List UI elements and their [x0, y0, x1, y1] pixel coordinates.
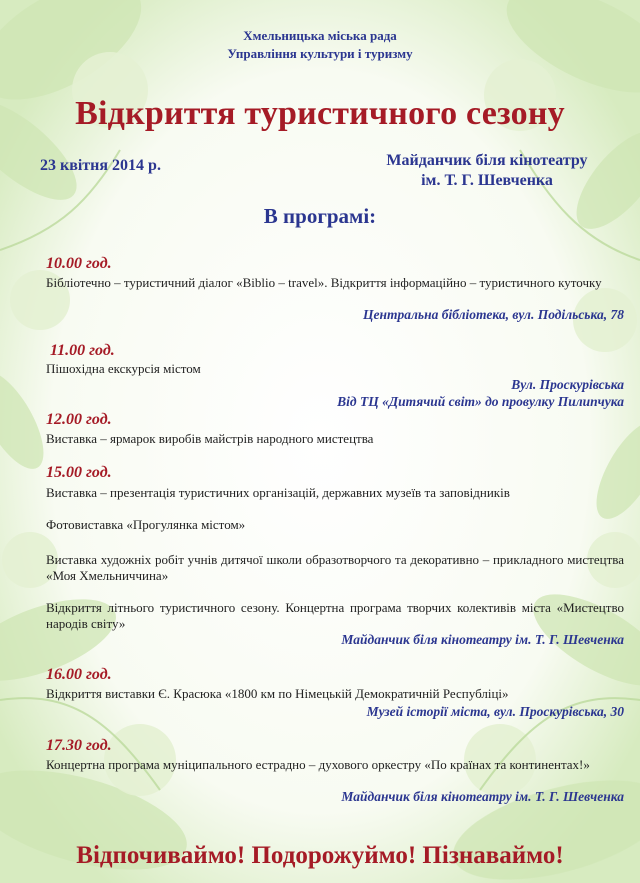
program-heading: В програмі: [263, 204, 377, 228]
main-venue [352, 151, 622, 191]
event-description: Відкриття виставки Є. Красюка «1800 км по Німецькій Демократичній Республіці» [46, 686, 509, 701]
venue-line-2: ім. Т. Г. Шевченка [421, 172, 553, 189]
event-time: 15.00 год. [46, 464, 112, 481]
event-description: Бібліотечно – туристичний діалог «Biblio – travel». Відкриття інформаційно – туристичного куточку [46, 275, 602, 290]
event-date: 23 квітня 2014 р. [40, 157, 161, 174]
event-time: 17.30 год. [46, 737, 112, 754]
event-location: Від ТЦ «Дитячий світ» до провулку Пилипчука [337, 394, 624, 409]
event-description: Виставка художніх робіт учнів дитячої школи образотворчого та декоративно – прикладного мистецтва «Моя Хмельниччина» [46, 552, 624, 583]
event-location: Музей історії міста, вул. Проскурівська, 30 [366, 704, 624, 719]
poster-title: Відкриття туристичного сезону [75, 95, 565, 132]
venue-line-1: Майданчик біля кінотеатру [386, 152, 588, 169]
department-name: Управління культури і туризму [227, 46, 413, 61]
event-location: Центральна бібліотека, вул. Подільська, 78 [363, 307, 624, 322]
event-description: Виставка – презентація туристичних організацій, державних музеїв та заповідників [46, 485, 510, 500]
event-time: 11.00 год. [50, 342, 115, 359]
event-description: Відкриття літнього туристичного сезону. Концертна програма творчих колективів міста «Мистецтво народів світу» [46, 600, 624, 631]
event-location: Майданчик біля кінотеатру ім. Т. Г. Шевченка [341, 789, 624, 804]
event-description: Виставка – ярмарок виробів майстрів народного мистецтва [46, 431, 374, 446]
slogan: Відпочиваймо! Подорожуймо! Пізнаваймо! [76, 842, 564, 869]
event-time: 10.00 год. [46, 255, 112, 272]
event-time: 12.00 год. [46, 411, 112, 428]
event-description: Фотовиставка «Прогулянка містом» [46, 517, 246, 532]
council-name: Хмельницька міська рада [243, 28, 397, 43]
event-description: Концертна програма муніципального естрадно – духового оркестру «По країнах та континентах!» [46, 757, 590, 772]
event-location: Вул. Проскурівська [511, 377, 624, 392]
event-location: Майданчик біля кінотеатру ім. Т. Г. Шевченка [341, 632, 624, 647]
event-time: 16.00 год. [46, 666, 112, 683]
event-description: Пішохідна екскурсія містом [46, 361, 201, 376]
